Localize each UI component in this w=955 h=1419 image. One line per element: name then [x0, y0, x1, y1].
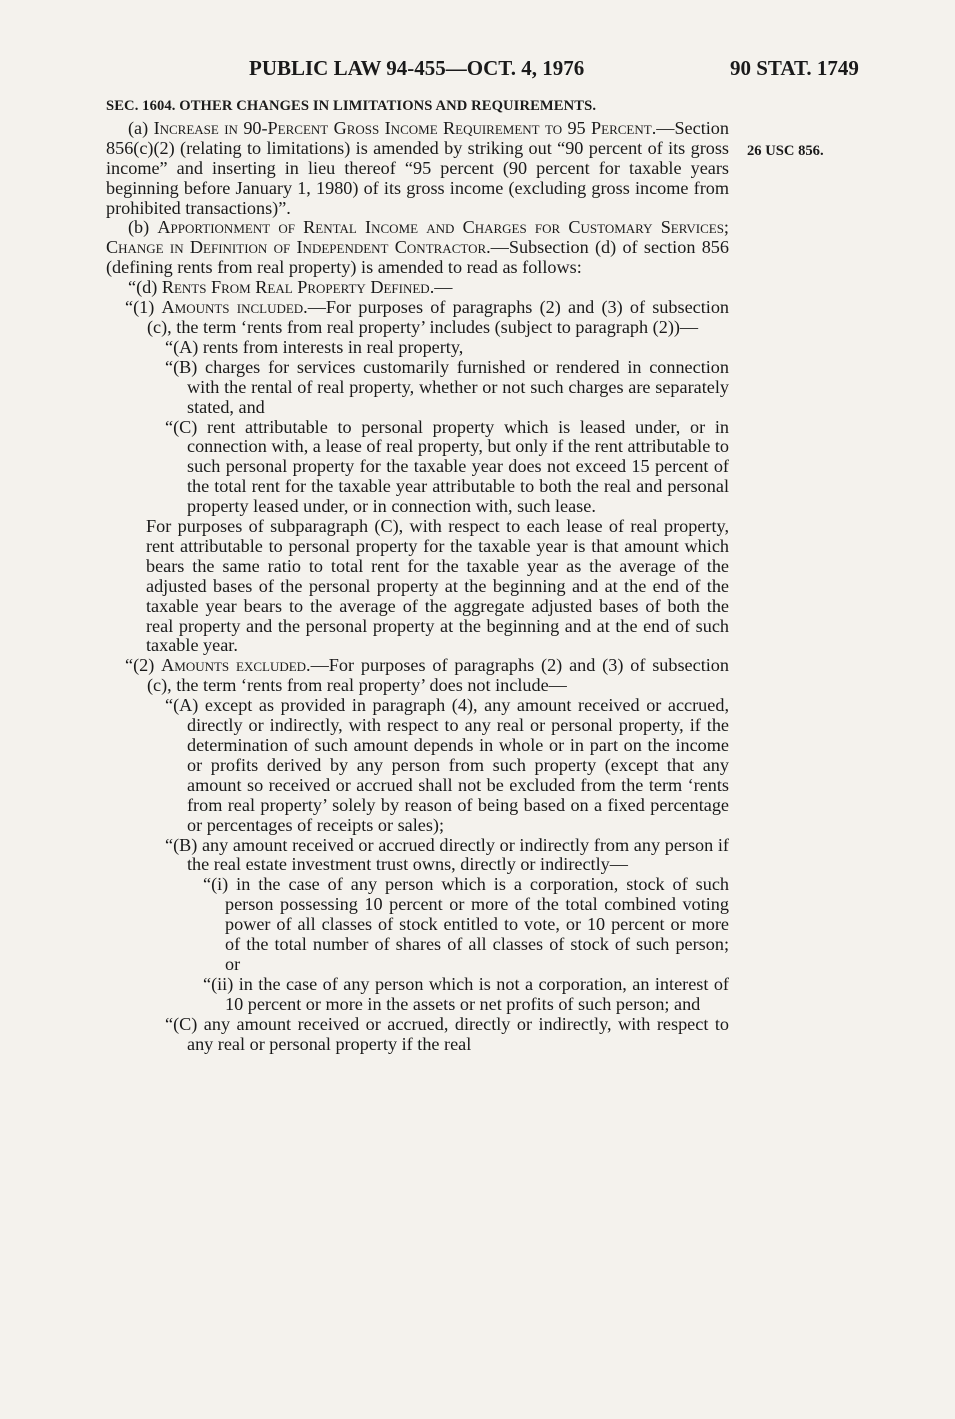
paragraph-2 [106, 656, 729, 696]
paragraph-b [106, 218, 729, 278]
paragraph-b-heading: Apportionment of Rental Income and Charges for Customary Services; Change in Definition of Independent Contractor. [106, 217, 729, 258]
paragraph-b-label: (b) [128, 217, 150, 238]
paragraph-1-label: “(1) [125, 297, 155, 318]
subparagraph-1B: “(B) charges for services customarily furnished or rendered in connection with the rental of real property, whether or not such charges are separately stated, and [165, 356, 729, 417]
paragraph-a [106, 119, 729, 219]
clause-2B-ii: “(ii) in the case of any person which is not a corporation, an interest of 10 percent or more in the assets or net profits of such person; and [203, 973, 729, 1014]
paragraph-2-heading: Amounts excluded. [161, 655, 311, 676]
margin-citation: 26 USC 856. [747, 143, 824, 159]
paragraph-2-text: —For purposes of paragraphs (2) and (3) of subsection (c), the term ‘rents from real property’ does not include— [147, 655, 729, 696]
public-law-title: PUBLIC LAW 94-455—OCT. 4, 1976 [249, 56, 585, 80]
paragraph-1-heading: Amounts included. [161, 297, 308, 318]
clause-2B-i: “(i) in the case of any person which is a corporation, stock of such person possessing 10 percent or more of the total combined voting power of all classes of stock entitled to vote, or 10 percent or more of the total number of shares of all classes of stock of such person; or [203, 874, 729, 974]
paragraph-a-heading: Increase in 90-Percent Gross Income Requirement to 95 Percent. [153, 117, 657, 138]
paragraph-b-text: —Subsection (d) of section 856 (defining rents from real property) is amended to read as follows: [106, 237, 729, 278]
subsection-d-dash: — [434, 277, 453, 298]
page-header [0, 56, 955, 86]
paragraph-a-text: —Section 856(c)(2) (relating to limitations) is amended by striking out “90 percent of its gross income” and inserting in lieu thereof “95 percent (90 percent for taxable years beginning before January 1, 1980) of its gross income (excluding gross income from prohibited transactions)”. [106, 117, 729, 218]
paragraph-2-label: “(2) [125, 655, 155, 676]
paragraph-1 [106, 298, 729, 338]
subparagraph-2B: “(B) any amount received or accrued directly or indirectly from any person if the real estate investment trust owns, directly or indirectly— [165, 834, 729, 875]
subsection-d-heading [106, 278, 729, 298]
subparagraph-2A: “(A) except as provided in paragraph (4), any amount received or accrued, directly or indirectly, with respect to any real or personal property, if the determination of such amount depends in whole or in part on the income or profits derived by any person from such property (except that any amount so received or accrued shall not be excluded from the term ‘rents from real property’ solely by reason of being based on a fixed percentage or percentages of receipts or sales); [165, 695, 729, 835]
body-text [106, 97, 729, 1055]
flush-paragraph: For purposes of subparagraph (C), with respect to each lease of real property, rent attributable to personal property for the taxable year is that amount which bears the same ratio to total rent for the taxable year as the average of the adjusted bases of the personal property at the beginning and at the end of the taxable year bears to the average of the aggregate adjusted bases of both the real property and the personal property at the beginning and at the end of such taxable year. [146, 516, 729, 656]
section-heading: SEC. 1604. OTHER CHANGES IN LIMITATIONS AND REQUIREMENTS. [106, 98, 597, 114]
paragraph-a-label: (a) [128, 117, 149, 138]
subsection-d-label: “(d) [128, 277, 158, 298]
subparagraph-1C: “(C) rent attributable to personal property which is leased under, or in connection with, a lease of real property, but only if the rent attributable to such personal property for the taxable year does not exceed 15 percent of the total rent for the taxable year attributable to both the real and personal property leased under, or in connection with, such lease. [165, 416, 729, 517]
subsection-d-title: Rents From Real Property Defined. [161, 277, 435, 298]
subparagraph-2C: “(C) any amount received or accrued, directly or indirectly, with respect to any real or personal property if the real [165, 1013, 729, 1054]
paragraph-1-text: —For purposes of paragraphs (2) and (3) of subsection (c), the term ‘rents from real property’ includes (subject to paragraph (2))— [147, 297, 730, 337]
subparagraph-1A: “(A) rents from interests in real property, [165, 336, 464, 357]
statute-page-number: 90 STAT. 1749 [730, 56, 859, 80]
